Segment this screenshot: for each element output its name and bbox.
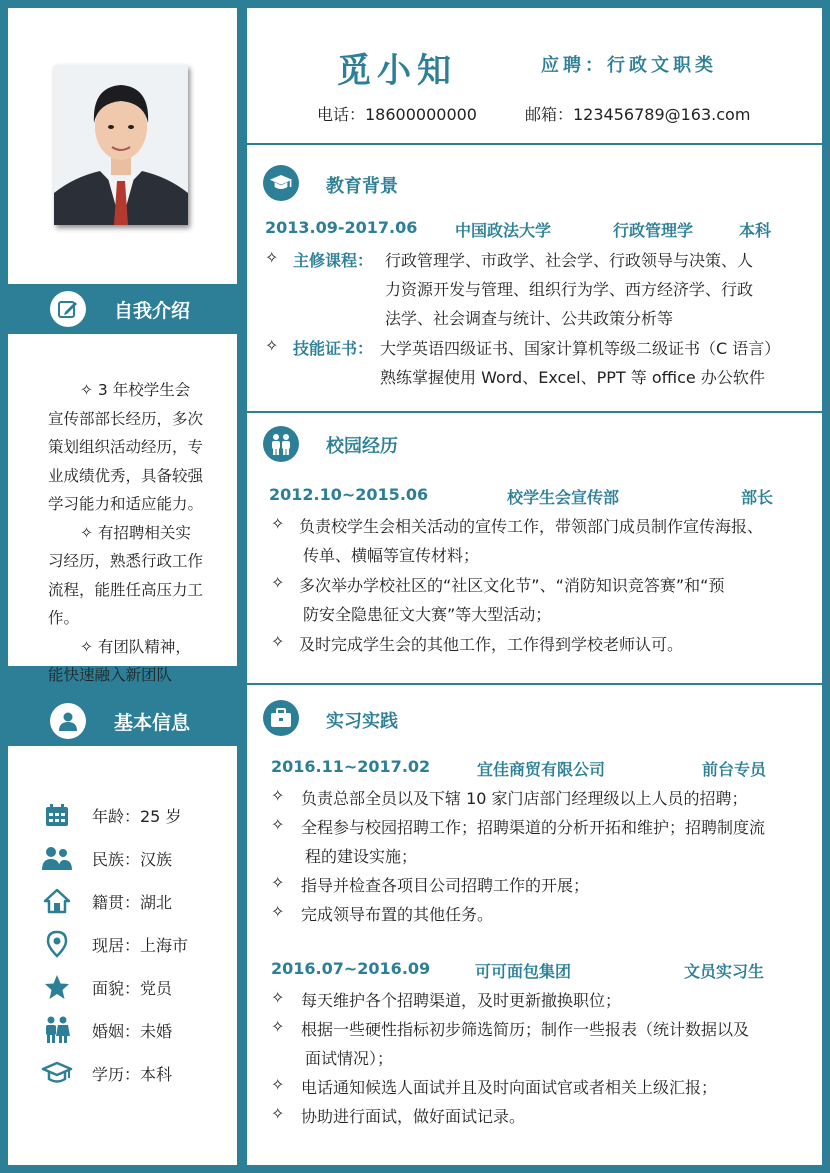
info-ethnicity — [42, 843, 172, 873]
info-text: 民族：汉族 — [92, 849, 173, 869]
job-role: 前台专员 — [702, 760, 767, 779]
education-major: 行政管理学 — [613, 221, 694, 240]
job-company: 宜佳商贸有限公司 — [477, 760, 606, 779]
education-school: 中国政法大学 — [455, 221, 552, 240]
job-line: 全程参与校园招聘工作；招聘渠道的分析开拓和维护；招聘制度流 — [301, 818, 766, 837]
education-period: 2013.09-2017.06 — [265, 218, 418, 237]
info-text: 学历：本科 — [92, 1064, 173, 1084]
info-marital — [42, 1015, 172, 1045]
intern-title: 实习实践 — [326, 711, 398, 732]
info-politics — [42, 972, 172, 1002]
job-line: 完成领导布置的其他任务。 — [301, 905, 494, 924]
intro-line: 学习能力和适应能力。 — [48, 495, 204, 513]
courses-label: 主修课程： — [293, 251, 374, 270]
intro-line: 流程，能胜任高压力工 — [48, 580, 204, 599]
intro-band — [8, 284, 237, 334]
intro-line: 业成绩优秀，具备较强 — [48, 466, 204, 485]
job-period: 2016.07~2016.09 — [271, 959, 431, 978]
courses-line: 法学、社会调查与统计、公共政策分析等 — [385, 309, 674, 328]
bullet-icon: ✧ — [271, 988, 285, 1007]
team-icon — [263, 426, 299, 462]
divider — [247, 683, 822, 685]
campus-role: 部长 — [741, 488, 774, 507]
bullet-icon: ✧ — [271, 632, 285, 651]
bullet-icon: ✧ — [271, 902, 285, 921]
intro-line: ✧ 有招聘相关实 — [80, 523, 191, 542]
skills-label: 技能证书： — [293, 339, 374, 358]
divider — [247, 143, 822, 145]
email: 邮箱：123456789@163.com — [525, 105, 751, 124]
intro-line: 习经历，熟悉行政工作 — [48, 552, 204, 570]
info-residence — [42, 929, 188, 959]
intro-line: 能快速融入新团队 — [48, 666, 173, 684]
job-target: 应聘：行政文职类 — [541, 55, 717, 76]
info-age — [42, 800, 181, 830]
campus-org: 校学生会宣传部 — [507, 488, 620, 507]
campus-line: 多次举办学校社区的“社区文化节”、“消防知识竞答赛”和“预 — [299, 576, 725, 595]
intro-title: 自我介绍 — [114, 299, 191, 322]
campus-period: 2012.10~2015.06 — [269, 485, 429, 504]
info-text: 婚姻：未婚 — [92, 1021, 173, 1041]
info-text: 籍贯：湖北 — [92, 892, 173, 912]
bullet-icon: ✧ — [271, 514, 285, 533]
info-text: 现居：上海市 — [92, 935, 189, 955]
education-degree: 本科 — [739, 221, 772, 240]
pencil-icon — [50, 291, 86, 327]
bullet-icon: ✧ — [271, 573, 285, 592]
intro-panel — [8, 334, 237, 684]
job-line: 每天维护各个招聘渠道，及时更新撤换职位； — [301, 991, 622, 1010]
courses-line: 力资源开发与管理、组织行为学、西方经济学、行政 — [385, 280, 754, 299]
phone: 电话：18600000000 — [317, 105, 477, 124]
star-icon — [42, 972, 72, 1002]
intro-line: ✧ 有团队精神， — [80, 637, 191, 656]
job-line: 电话通知候选人面试并且及时向面试官或者相关上级汇报； — [301, 1078, 718, 1097]
info-text: 年龄：25 岁 — [92, 806, 182, 826]
info-panel — [8, 746, 237, 1165]
campus-title: 校园经历 — [326, 436, 398, 457]
left-column — [8, 8, 237, 1165]
job-company: 可可面包集团 — [475, 962, 572, 981]
intro-line: ✧ 3 年校学生会 — [80, 381, 191, 399]
bullet-icon: ✧ — [271, 815, 285, 834]
people-icon — [42, 843, 72, 873]
bullet-icon: ✧ — [265, 336, 279, 355]
graduation-cap-icon — [263, 165, 299, 201]
bullet-icon: ✧ — [271, 1104, 285, 1123]
bullet-icon: ✧ — [271, 1075, 285, 1094]
bullet-icon: ✧ — [265, 248, 279, 267]
candidate-name: 觅小知 — [337, 51, 457, 91]
calendar-icon — [42, 800, 72, 830]
campus-line: 防安全隐患征文大赛”等大型活动； — [303, 605, 552, 624]
info-hometown — [42, 886, 172, 916]
job-role: 文员实习生 — [684, 962, 765, 981]
couple-icon — [42, 1015, 72, 1045]
job-period: 2016.11~2017.02 — [271, 757, 431, 776]
campus-line: 传单、横幅等宣传材料； — [303, 546, 480, 565]
graduation-cap-icon — [42, 1058, 72, 1088]
right-column — [247, 8, 822, 1165]
education-title: 教育背景 — [326, 176, 398, 197]
skills-line: 熟练掌握使用 Word、Excel、PPT 等 office 办公软件 — [380, 368, 765, 387]
job-line: 负责总部全员以及下辖 10 家门店部门经理级以上人员的招聘； — [301, 789, 748, 808]
intro-text — [48, 376, 216, 690]
bullet-icon: ✧ — [271, 873, 285, 892]
info-text: 面貌：党员 — [92, 978, 173, 998]
info-education — [42, 1058, 172, 1088]
home-icon — [42, 886, 72, 916]
info-band — [8, 696, 237, 746]
divider — [247, 411, 822, 413]
campus-line: 负责校学生会相关活动的宣传工作，带领部门成员制作宣传海报、 — [299, 517, 764, 536]
job-line: 协助进行面试，做好面试记录。 — [301, 1107, 526, 1126]
photo-panel — [8, 8, 237, 284]
bullet-icon: ✧ — [271, 786, 285, 805]
location-icon — [42, 929, 72, 959]
intro-line: 宣传部部长经历，多次 — [48, 409, 204, 428]
intro-line: 策划组织活动经历，专 — [48, 438, 204, 456]
intro-line: 作。 — [48, 609, 80, 627]
courses-line: 行政管理学、市政学、社会学、行政领导与决策、人 — [385, 251, 754, 270]
campus-line: 及时完成学生会的其他工作，工作得到学校老师认可。 — [299, 635, 684, 654]
user-icon — [50, 703, 86, 739]
profile-photo — [54, 65, 188, 225]
job-line: 根据一些硬性指标初步筛选简历；制作一些报表（统计数据以及 — [301, 1020, 750, 1039]
job-line: 面试情况）； — [305, 1049, 394, 1068]
info-title: 基本信息 — [114, 711, 191, 734]
job-line: 程的建设实施； — [305, 847, 418, 866]
skills-line: 大学英语四级证书、国家计算机等级二级证书（C 语言） — [380, 339, 781, 358]
bullet-icon: ✧ — [271, 1017, 285, 1036]
job-line: 指导并检查各项目公司招聘工作的开展； — [301, 876, 590, 895]
briefcase-icon — [263, 700, 299, 736]
